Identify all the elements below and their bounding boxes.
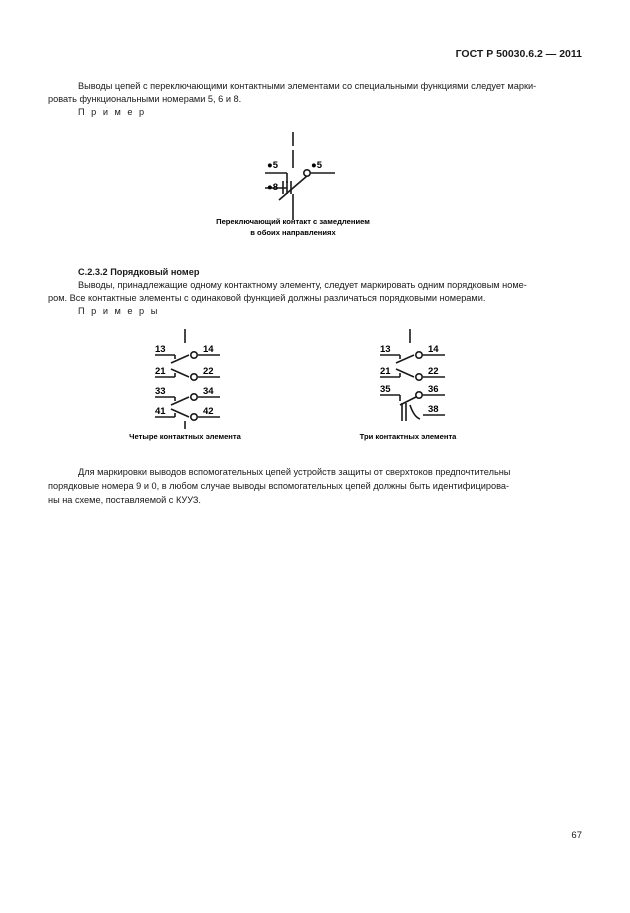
- terminal-label-8: ●8: [267, 182, 279, 193]
- closing-line-3: ны на схеме, поставляемой с КУУЗ.: [48, 495, 201, 505]
- terminal-36: 36: [428, 384, 439, 395]
- three-contacts-diagram: [340, 325, 500, 447]
- terminal-14-b: 14: [428, 344, 439, 355]
- document-header: ГОСТ Р 50030.6.2 — 2011: [455, 48, 582, 60]
- examples-label: П р и м е р ы: [78, 306, 160, 316]
- section-number: С.2.3.2: [78, 267, 108, 277]
- diagram1-caption-1: Переключающий контакт с замедлением: [216, 217, 370, 226]
- section-title: Порядковый номер: [110, 267, 200, 277]
- terminal-label-5-left: ●5: [267, 160, 279, 171]
- section-line-1: Выводы, принадлежащие одному контактному элементу, следует маркировать одним порядковым номе-: [78, 280, 527, 290]
- terminal-21-b: 21: [380, 366, 391, 377]
- terminal-22-b: 22: [428, 366, 439, 377]
- four-contacts-diagram: [115, 325, 300, 447]
- right-contact-point: [304, 170, 310, 176]
- delay-mechanism-2: [402, 403, 420, 421]
- diagram3-caption: Три контактных элемента: [359, 432, 457, 441]
- changeover-contact-diagram: [195, 128, 425, 243]
- section-heading: [78, 266, 199, 280]
- diagram1-caption-2: в обоих направлениях: [250, 228, 336, 237]
- terminal-label-5-right: ●5: [311, 160, 323, 171]
- intro-line-1: Выводы цепей с переключающими контактными элементами со специальными функциями следует марки-: [78, 81, 537, 91]
- closing-line-1: Для маркировки выводов вспомогательных цепей устройств защиты от сверхтоков предпочтительны: [78, 467, 511, 477]
- section-line-2: ром. Все контактные элементы с одинаковой функцией должны различаться порядковыми номерами.: [48, 293, 486, 303]
- terminal-22: 22: [203, 366, 214, 377]
- terminal-35: 35: [380, 384, 391, 395]
- terminal-42: 42: [203, 406, 214, 417]
- diagram2-caption: Четыре контактных элемента: [129, 432, 241, 441]
- terminal-13-b: 13: [380, 344, 391, 355]
- terminal-33: 33: [155, 386, 166, 397]
- terminal-38: 38: [428, 404, 439, 415]
- example-label: П р и м е р: [78, 107, 147, 117]
- closing-line-2: порядковые номера 9 и 0, в любом случае выводы вспомогательных цепей должны быть идентифицирова-: [48, 481, 510, 491]
- terminal-21: 21: [155, 366, 166, 377]
- terminal-34: 34: [203, 386, 214, 397]
- intro-line-2: ровать функциональными номерами 5, 6 и 8.: [48, 94, 242, 104]
- terminal-13: 13: [155, 344, 166, 355]
- terminal-14: 14: [203, 344, 214, 355]
- terminal-41: 41: [155, 406, 166, 417]
- page-number: 67: [571, 830, 582, 841]
